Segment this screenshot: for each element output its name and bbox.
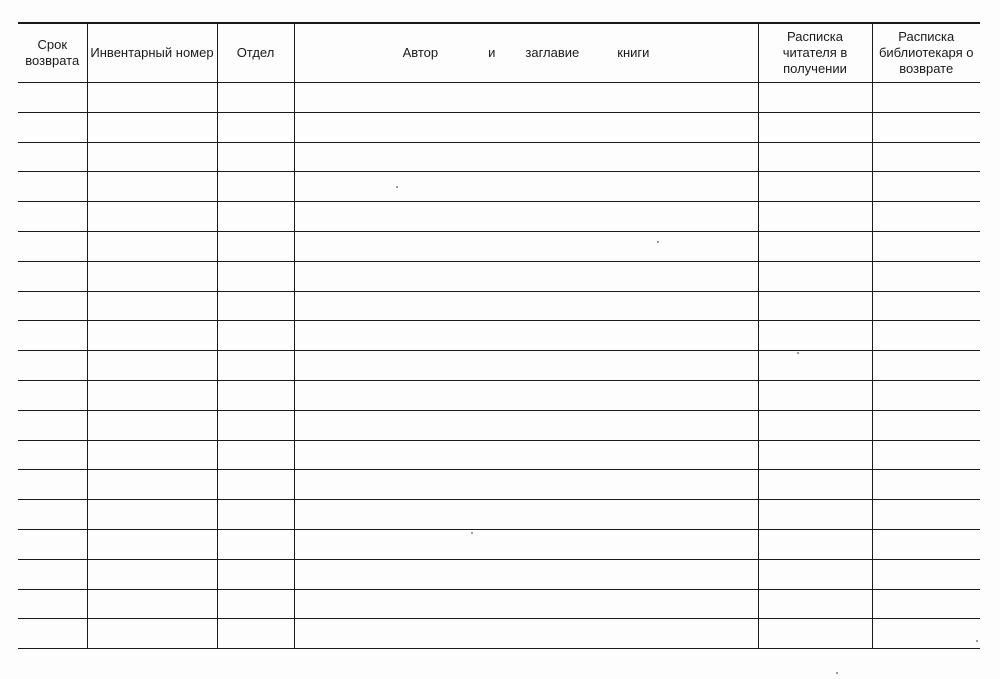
cell-librarian-receipt[interactable] (872, 321, 980, 351)
cell-reader-receipt[interactable] (758, 529, 872, 559)
cell-return-date[interactable] (18, 202, 87, 232)
cell-department[interactable] (217, 440, 294, 470)
cell-inventory-number[interactable] (87, 231, 217, 261)
cell-department[interactable] (217, 142, 294, 172)
cell-librarian-receipt[interactable] (872, 112, 980, 142)
cell-author-and-title[interactable] (294, 351, 758, 381)
header-and-word: и (488, 45, 496, 60)
table-row (18, 172, 980, 202)
header-book-word: книги (617, 45, 650, 60)
cell-inventory-number[interactable] (87, 619, 217, 649)
cell-department[interactable] (217, 291, 294, 321)
cell-department[interactable] (217, 351, 294, 381)
table-row (18, 142, 980, 172)
cell-inventory-number[interactable] (87, 470, 217, 500)
cell-reader-receipt[interactable] (758, 440, 872, 470)
cell-librarian-receipt[interactable] (872, 231, 980, 261)
cell-return-date[interactable] (18, 410, 87, 440)
cell-author-and-title[interactable] (294, 202, 758, 232)
cell-author-and-title[interactable] (294, 410, 758, 440)
table-row (18, 291, 980, 321)
cell-department[interactable] (217, 500, 294, 530)
cell-inventory-number[interactable] (87, 261, 217, 291)
cell-reader-receipt[interactable] (758, 231, 872, 261)
cell-department[interactable] (217, 321, 294, 351)
cell-department[interactable] (217, 112, 294, 142)
scan-speck (396, 186, 398, 188)
cell-inventory-number[interactable] (87, 83, 217, 113)
cell-librarian-receipt[interactable] (872, 202, 980, 232)
cell-librarian-receipt[interactable] (872, 351, 980, 381)
cell-department[interactable] (217, 83, 294, 113)
cell-author-and-title[interactable] (294, 261, 758, 291)
loan-record-table (18, 22, 980, 649)
cell-reader-receipt[interactable] (758, 202, 872, 232)
cell-department[interactable] (217, 470, 294, 500)
cell-reader-receipt[interactable] (758, 83, 872, 113)
cell-reader-receipt[interactable] (758, 410, 872, 440)
table-row (18, 619, 980, 649)
cell-department[interactable] (217, 380, 294, 410)
table-row (18, 202, 980, 232)
table-row (18, 410, 980, 440)
cell-author-and-title[interactable] (294, 470, 758, 500)
header-reader-receipt: Расписка читателя в получении (758, 23, 872, 83)
cell-reader-receipt[interactable] (758, 321, 872, 351)
cell-librarian-receipt[interactable] (872, 470, 980, 500)
cell-librarian-receipt[interactable] (872, 619, 980, 649)
table-row (18, 440, 980, 470)
cell-author-and-title[interactable] (294, 83, 758, 113)
cell-inventory-number[interactable] (87, 172, 217, 202)
cell-author-and-title[interactable] (294, 172, 758, 202)
cell-department[interactable] (217, 589, 294, 619)
cell-author-and-title[interactable] (294, 589, 758, 619)
cell-department[interactable] (217, 172, 294, 202)
header-librarian-receipt: Расписка библиотекаря о возврате (872, 23, 980, 83)
cell-inventory-number[interactable] (87, 351, 217, 381)
header-inventory-number: Инвентарный номер (87, 23, 217, 83)
cell-author-and-title[interactable] (294, 500, 758, 530)
table-row (18, 380, 980, 410)
cell-inventory-number[interactable] (87, 559, 217, 589)
cell-department[interactable] (217, 202, 294, 232)
cell-inventory-number[interactable] (87, 529, 217, 559)
cell-department[interactable] (217, 261, 294, 291)
cell-return-date[interactable] (18, 83, 87, 113)
cell-inventory-number[interactable] (87, 380, 217, 410)
cell-author-and-title[interactable] (294, 619, 758, 649)
cell-department[interactable] (217, 559, 294, 589)
cell-reader-receipt[interactable] (758, 291, 872, 321)
loan-record-body (18, 83, 980, 649)
cell-reader-receipt[interactable] (758, 142, 872, 172)
cell-author-and-title[interactable] (294, 231, 758, 261)
cell-inventory-number[interactable] (87, 142, 217, 172)
cell-return-date[interactable] (18, 380, 87, 410)
cell-reader-receipt[interactable] (758, 380, 872, 410)
table-row (18, 112, 980, 142)
cell-department[interactable] (217, 529, 294, 559)
cell-department[interactable] (217, 619, 294, 649)
cell-librarian-receipt[interactable] (872, 261, 980, 291)
cell-return-date[interactable] (18, 291, 87, 321)
table-row (18, 261, 980, 291)
cell-librarian-receipt[interactable] (872, 440, 980, 470)
cell-librarian-receipt[interactable] (872, 559, 980, 589)
cell-inventory-number[interactable] (87, 440, 217, 470)
cell-author-and-title[interactable] (294, 321, 758, 351)
table-row (18, 529, 980, 559)
table-row (18, 351, 980, 381)
table-row (18, 470, 980, 500)
cell-return-date[interactable] (18, 261, 87, 291)
cell-reader-receipt[interactable] (758, 261, 872, 291)
cell-reader-receipt[interactable] (758, 351, 872, 381)
cell-return-date[interactable] (18, 112, 87, 142)
cell-department[interactable] (217, 231, 294, 261)
cell-inventory-number[interactable] (87, 589, 217, 619)
cell-department[interactable] (217, 410, 294, 440)
cell-author-and-title[interactable] (294, 142, 758, 172)
cell-librarian-receipt[interactable] (872, 589, 980, 619)
scan-speck (471, 532, 473, 534)
cell-reader-receipt[interactable] (758, 589, 872, 619)
cell-librarian-receipt[interactable] (872, 380, 980, 410)
header-row (18, 23, 980, 83)
cell-reader-receipt[interactable] (758, 500, 872, 530)
cell-librarian-receipt[interactable] (872, 500, 980, 530)
cell-reader-receipt[interactable] (758, 470, 872, 500)
header-author-and-title (294, 23, 758, 83)
cell-inventory-number[interactable] (87, 112, 217, 142)
table-row (18, 83, 980, 113)
cell-return-date[interactable] (18, 440, 87, 470)
cell-return-date[interactable] (18, 231, 87, 261)
cell-return-date[interactable] (18, 619, 87, 649)
table-row (18, 500, 980, 530)
header-author-word: Автор (402, 45, 439, 60)
cell-librarian-receipt[interactable] (872, 410, 980, 440)
cell-author-and-title[interactable] (294, 529, 758, 559)
cell-inventory-number[interactable] (87, 291, 217, 321)
cell-return-date[interactable] (18, 470, 87, 500)
scan-speck (797, 352, 799, 354)
cell-author-and-title[interactable] (294, 559, 758, 589)
cell-inventory-number[interactable] (87, 410, 217, 440)
cell-return-date[interactable] (18, 172, 87, 202)
cell-librarian-receipt[interactable] (872, 83, 980, 113)
cell-author-and-title[interactable] (294, 440, 758, 470)
header-return-date: Срок возврата (18, 23, 87, 83)
cell-return-date[interactable] (18, 142, 87, 172)
cell-librarian-receipt[interactable] (872, 529, 980, 559)
cell-return-date[interactable] (18, 589, 87, 619)
cell-inventory-number[interactable] (87, 321, 217, 351)
table-row (18, 231, 980, 261)
cell-author-and-title[interactable] (294, 112, 758, 142)
cell-reader-receipt[interactable] (758, 559, 872, 589)
cell-reader-receipt[interactable] (758, 112, 872, 142)
cell-librarian-receipt[interactable] (872, 291, 980, 321)
table-row (18, 589, 980, 619)
cell-inventory-number[interactable] (87, 500, 217, 530)
cell-librarian-receipt[interactable] (872, 172, 980, 202)
cell-return-date[interactable] (18, 351, 87, 381)
header-title-word: заглавие (525, 45, 580, 60)
header-department: Отдел (217, 23, 294, 83)
scan-speck (836, 672, 838, 674)
cell-return-date[interactable] (18, 321, 87, 351)
cell-author-and-title[interactable] (294, 291, 758, 321)
cell-return-date[interactable] (18, 500, 87, 530)
table-row (18, 559, 980, 589)
cell-return-date[interactable] (18, 529, 87, 559)
cell-author-and-title[interactable] (294, 380, 758, 410)
cell-librarian-receipt[interactable] (872, 142, 980, 172)
scan-speck (976, 640, 978, 642)
cell-reader-receipt[interactable] (758, 619, 872, 649)
cell-inventory-number[interactable] (87, 202, 217, 232)
table-row (18, 321, 980, 351)
cell-return-date[interactable] (18, 559, 87, 589)
cell-reader-receipt[interactable] (758, 172, 872, 202)
scan-speck (657, 241, 659, 243)
